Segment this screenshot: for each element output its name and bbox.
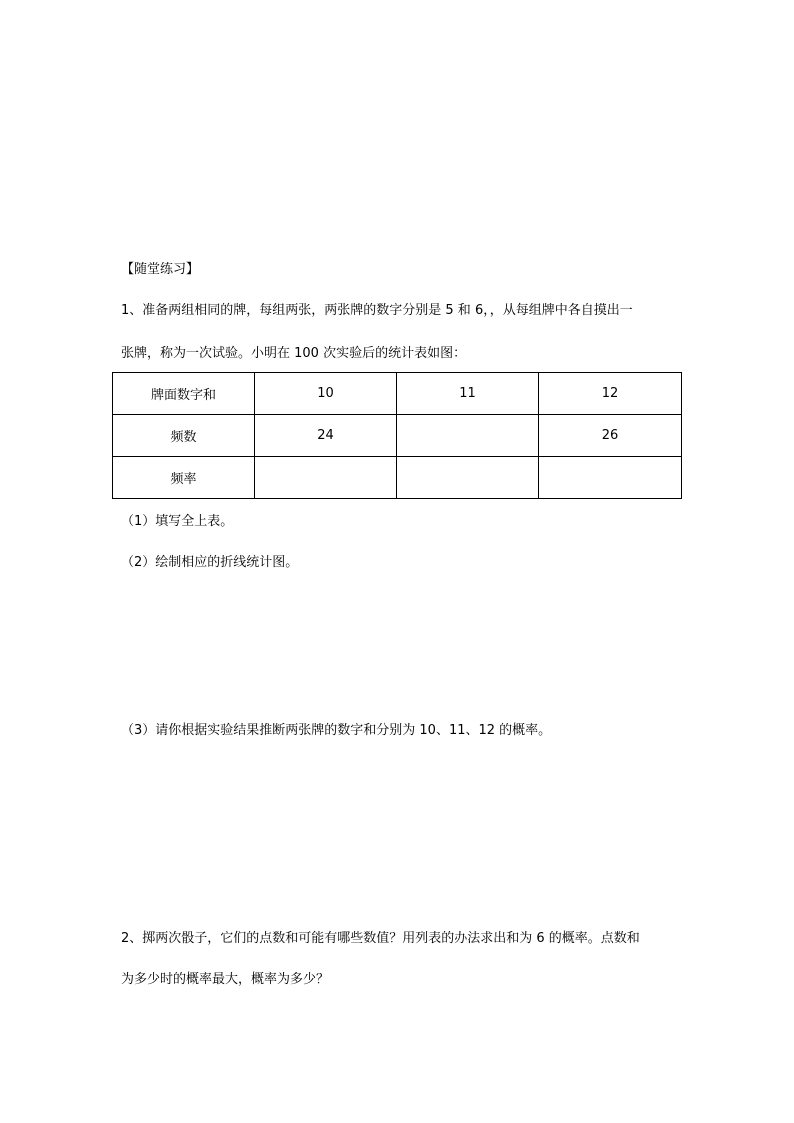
table-cell	[539, 457, 682, 499]
table-row-frequency-count	[113, 415, 682, 457]
question2-text-line1: 2、掷两次骰子，它们的点数和可能有哪些数值？用列表的办法求出和为 6 的概率。点数和	[121, 931, 640, 946]
table-cell: 11	[397, 373, 539, 415]
table-cell: 牌面数字和	[113, 373, 255, 415]
section-title: 【随堂练习】	[121, 262, 200, 277]
table-cell: 24	[255, 415, 397, 457]
table-cell	[397, 457, 539, 499]
table-cell: 10	[255, 373, 397, 415]
table-cell	[397, 415, 539, 457]
statistics-table	[112, 372, 682, 499]
question1-text-line2: 张牌，称为一次试验。小明在 100 次实验后的统计表如图：	[121, 346, 467, 361]
table-header-row	[113, 373, 682, 415]
table-cell: 频率	[113, 457, 255, 499]
table-cell	[255, 457, 397, 499]
table-row-frequency-rate	[113, 457, 682, 499]
question1-subquestion-2: （2）绘制相应的折线统计图。	[121, 555, 299, 570]
question1-text-line1: 1、准备两组相同的牌，每组两张，两张牌的数字分别是 5 和 6，，从每组牌中各自摸出一	[121, 303, 633, 318]
table-cell: 12	[539, 373, 682, 415]
table-cell: 频数	[113, 415, 255, 457]
question1-subquestion-3: （3）请你根据实验结果推断两张牌的数字和分别为 10、11、12 的概率。	[121, 723, 552, 738]
question2-text-line2: 为多少时的概率最大，概率为多少？	[121, 972, 330, 987]
question1-subquestion-1: （1）填写全上表。	[121, 514, 234, 529]
table-cell: 26	[539, 415, 682, 457]
